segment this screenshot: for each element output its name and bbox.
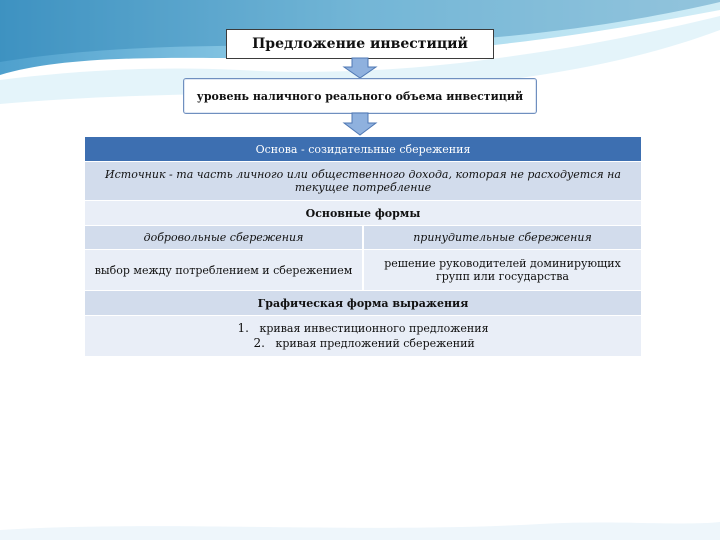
form-name-cell: принудительные сбережения xyxy=(363,226,641,250)
form-name-cell: добровольные сбережения xyxy=(85,226,363,250)
title-box xyxy=(226,29,494,59)
table-row xyxy=(85,316,641,357)
investment-table xyxy=(85,137,641,357)
graphic-list-cell xyxy=(85,316,641,357)
list-item: 1. кривая инвестиционного предложения xyxy=(237,321,489,335)
graphic-header-cell: Графическая форма выражения xyxy=(85,291,641,316)
bottom-wave xyxy=(0,500,720,540)
source-cell: Источник - та часть личного или общественного дохода, которая не расходуется на текущее потребление xyxy=(85,162,641,201)
table-row xyxy=(85,250,641,291)
table-row xyxy=(85,162,641,201)
table-row xyxy=(85,137,641,162)
basis-cell: Основа - созидательные сбережения xyxy=(85,137,641,162)
title-text: Предложение инвестиций xyxy=(252,36,468,52)
table-row xyxy=(85,291,641,316)
level-text: уровень наличного реального объема инвестиций xyxy=(196,89,524,103)
table-row xyxy=(85,226,641,250)
form-description-cell: выбор между потреблением и сбережением xyxy=(85,250,363,291)
graphic-list xyxy=(237,321,488,351)
down-arrow-icon xyxy=(342,112,378,136)
form-description-cell: решение руководителей доминирующих групп или государства xyxy=(363,250,641,291)
list-item: 2. кривая предложений сбережений xyxy=(253,336,475,350)
down-arrow-icon xyxy=(342,57,378,79)
forms-header-cell: Основные формы xyxy=(85,201,641,226)
level-box xyxy=(183,78,537,114)
table-row xyxy=(85,201,641,226)
